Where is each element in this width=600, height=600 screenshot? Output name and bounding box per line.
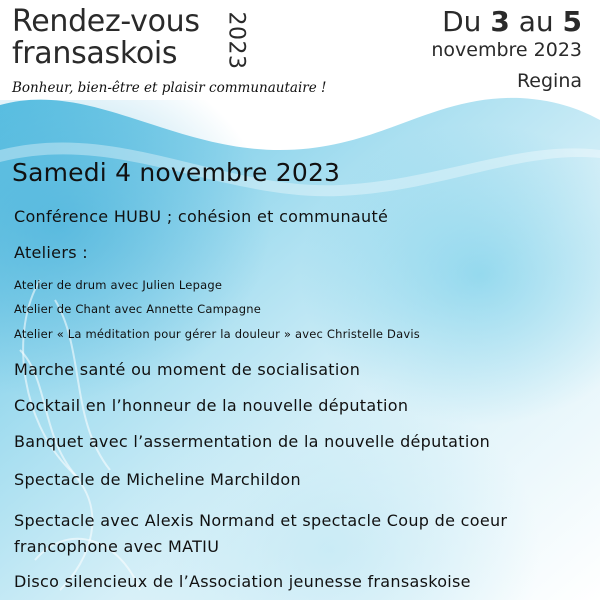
program-item-cocktail: Cocktail en l’honneur de la nouvelle députation <box>14 396 409 415</box>
date-range: Du 3 au 5 <box>442 5 582 38</box>
event-title-line-2: fransaskois <box>12 36 178 71</box>
program-item-marche: Marche santé ou moment de socialisation <box>14 360 361 379</box>
event-title-line-1: Rendez-vous <box>12 4 200 39</box>
event-year-vertical: 2023 <box>223 11 249 69</box>
end-day: 5 <box>562 5 582 38</box>
program-item-atelier-drum: Atelier de drum avec Julien Lepage <box>14 278 223 292</box>
start-day: 3 <box>490 5 510 38</box>
day-heading: Samedi 4 novembre 2023 <box>12 158 341 187</box>
program-item-conference: Conférence HUBU ; cohésion et communauté <box>14 207 389 226</box>
program-item-atelier-chant: Atelier de Chant avec Annette Campagne <box>14 302 262 316</box>
program-item-banquet: Banquet avec l’assermentation de la nouvelle députation <box>14 432 491 451</box>
program-item-ateliers: Ateliers : <box>14 243 88 262</box>
program-item-spectacle-marchildon: Spectacle de Micheline Marchildon <box>14 470 301 489</box>
city: Regina <box>516 70 582 92</box>
program-item-atelier-meditation: Atelier « La méditation pour gérer la douleur » avec Christelle Davis <box>14 327 420 341</box>
tagline: Bonheur, bien-être et plaisir communautaire ! <box>12 80 327 96</box>
month-year: novembre 2023 <box>431 39 582 61</box>
program-item-disco: Disco silencieux de l’Association jeunesse fransaskoise <box>14 572 471 591</box>
program-item-spectacle-normand: Spectacle avec Alexis Normand et spectacle Coup de coeur francophone avec MATIU <box>14 511 508 556</box>
